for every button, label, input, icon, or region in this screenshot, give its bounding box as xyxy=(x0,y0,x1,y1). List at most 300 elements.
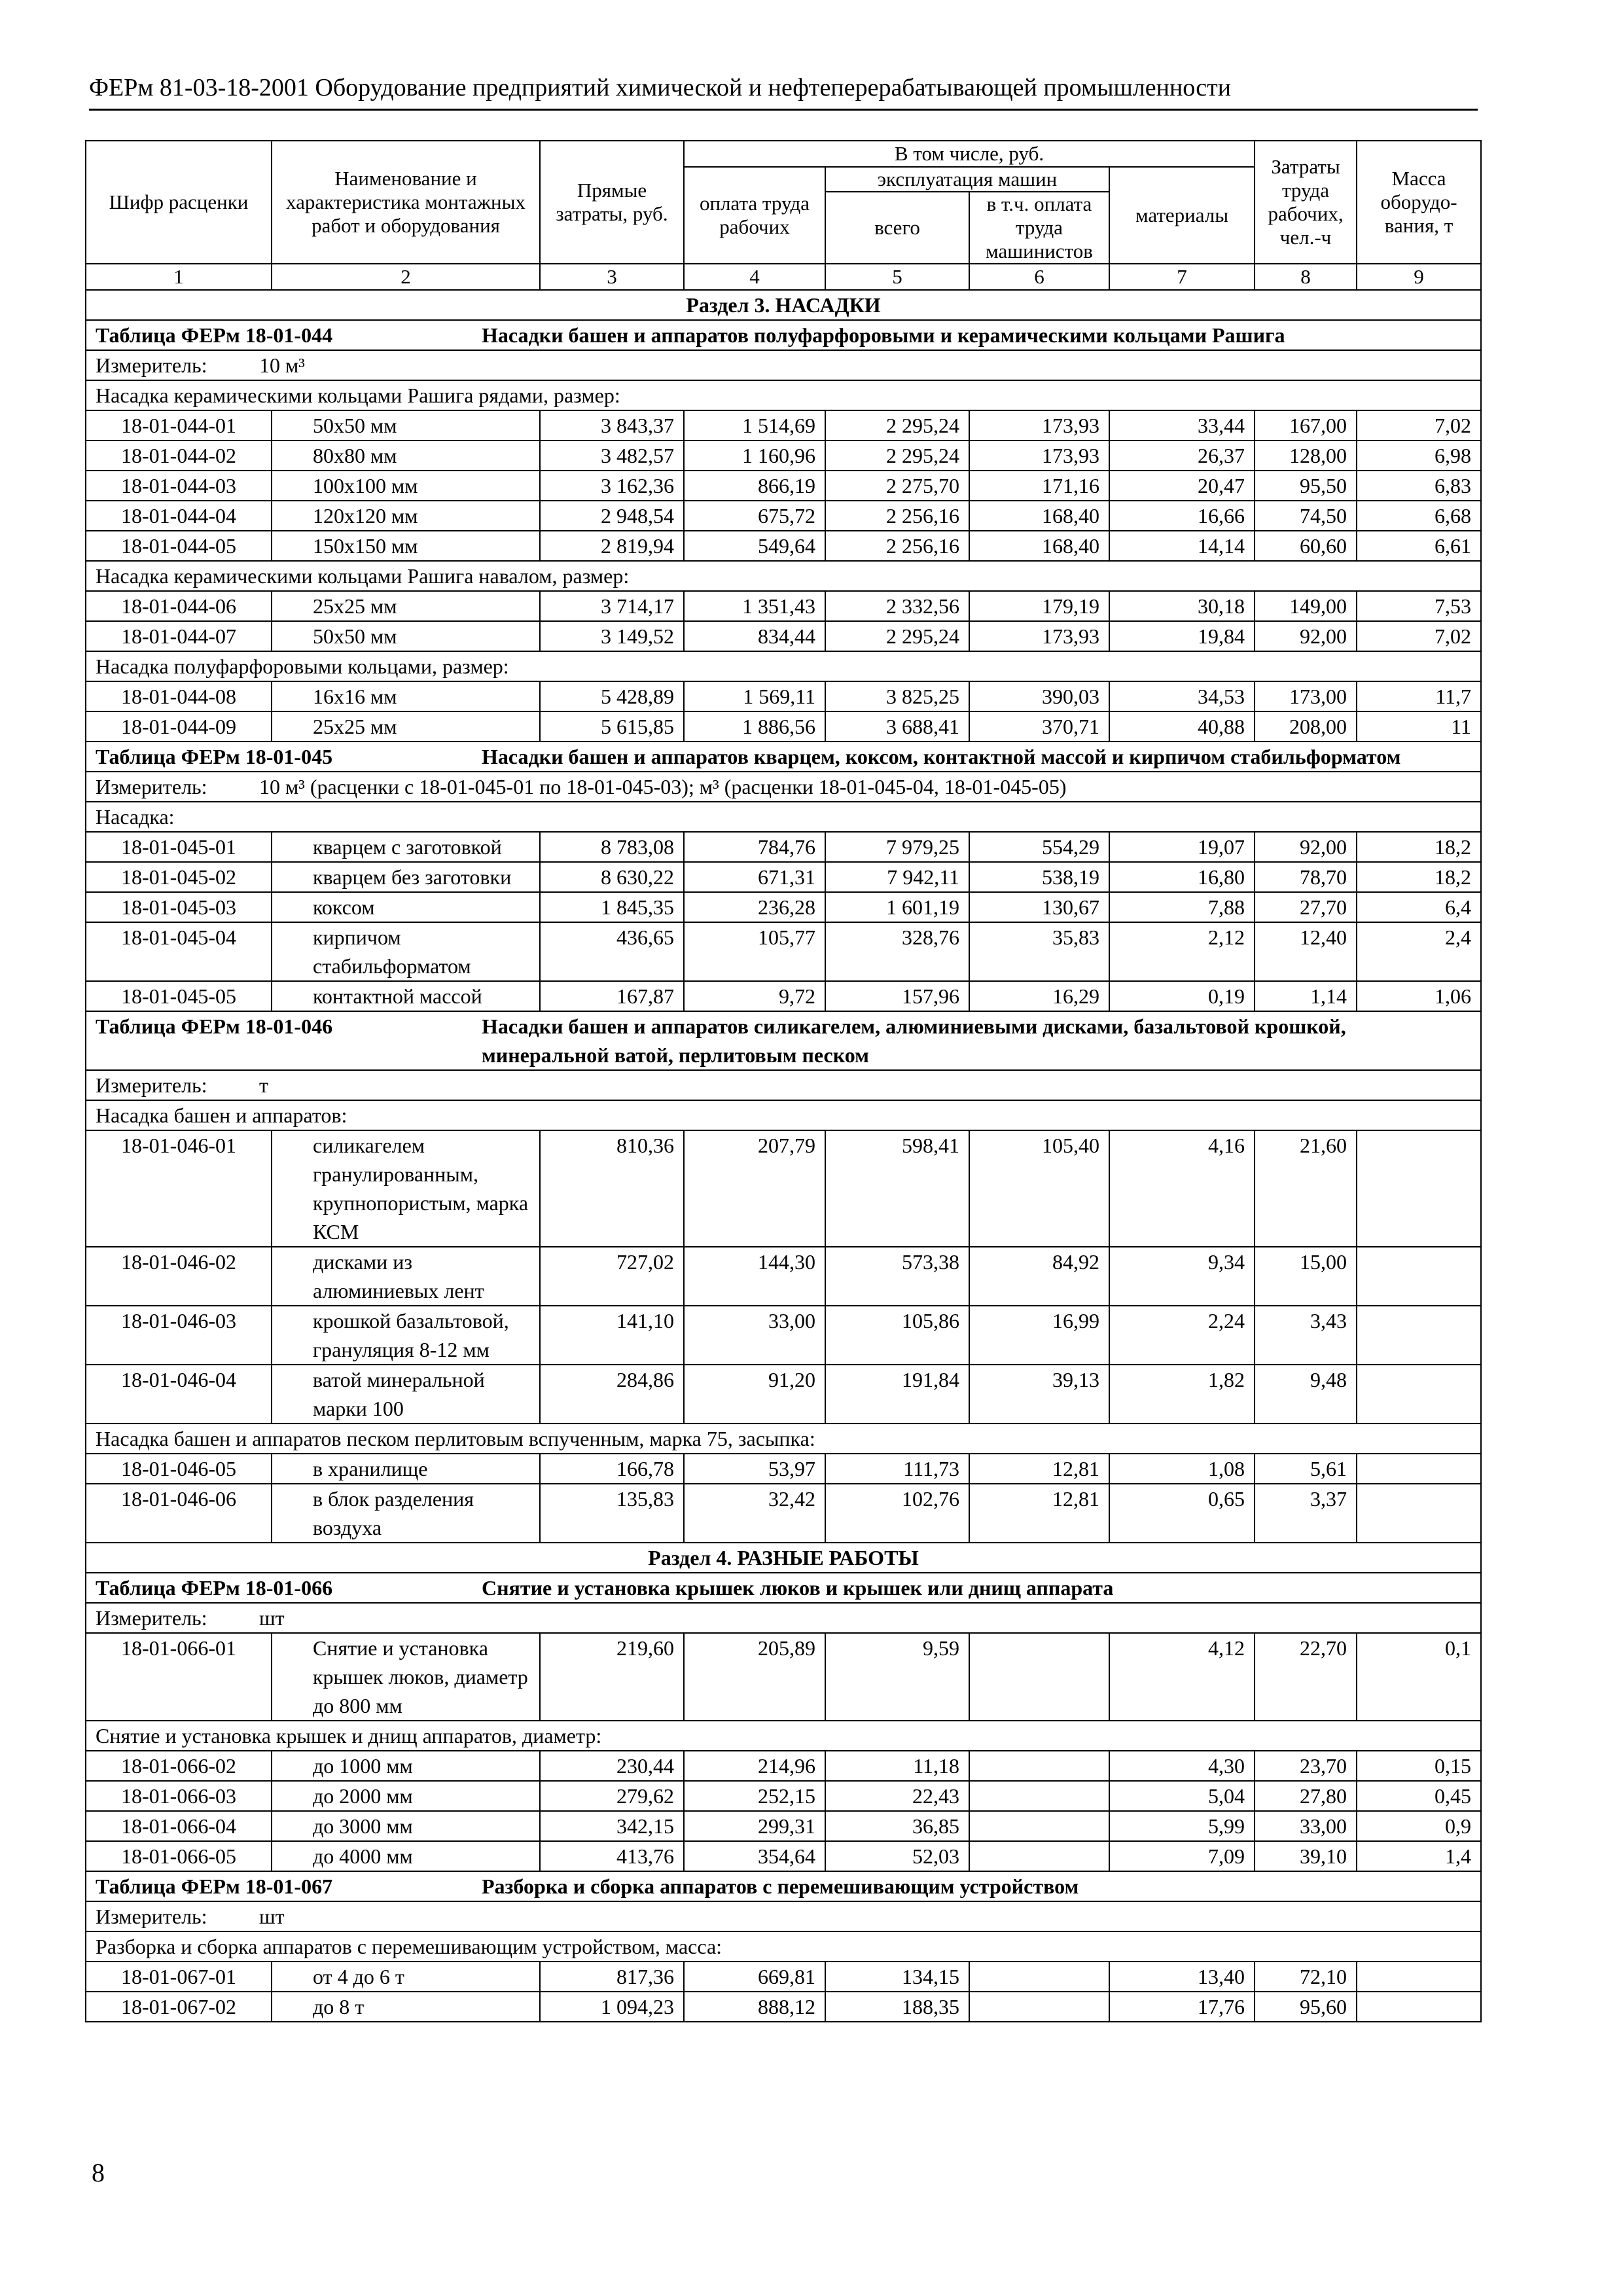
table-title: Разборка и сборка аппаратов с перемешивающим устройством xyxy=(482,1874,1079,1898)
table-title-cell xyxy=(86,1573,1481,1603)
labor-cost: 236,28 xyxy=(684,892,825,922)
work-name: дисками из алюминиевых лент xyxy=(272,1247,540,1306)
table-row xyxy=(86,1130,1481,1247)
labor-hours: 167,00 xyxy=(1255,410,1357,440)
labor-hours: 5,61 xyxy=(1255,1454,1357,1484)
machines-labor: 390,03 xyxy=(969,681,1109,711)
measure-cell xyxy=(86,772,1481,802)
group-label: Насадка полуфарфоровыми кольцами, размер: xyxy=(86,651,1481,681)
table-row xyxy=(86,1962,1481,1992)
machines-total: 7 979,25 xyxy=(825,832,969,862)
machines-total: 2 256,16 xyxy=(825,531,969,561)
direct-cost: 3 843,37 xyxy=(540,410,684,440)
labor-hours: 74,50 xyxy=(1255,501,1357,531)
machines-total: 2 256,16 xyxy=(825,501,969,531)
materials-cost: 19,84 xyxy=(1109,621,1255,651)
table-row xyxy=(86,711,1481,742)
direct-cost: 727,02 xyxy=(540,1247,684,1306)
section-title-row xyxy=(86,290,1481,320)
direct-cost: 413,76 xyxy=(540,1841,684,1871)
direct-cost: 230,44 xyxy=(540,1751,684,1781)
labor-hours: 12,40 xyxy=(1255,922,1357,981)
materials-cost: 34,53 xyxy=(1109,681,1255,711)
rate-code: 18-01-044-03 xyxy=(86,471,272,501)
labor-cost: 299,31 xyxy=(684,1811,825,1841)
materials-cost: 17,76 xyxy=(1109,1992,1255,2022)
table-row xyxy=(86,1841,1481,1871)
machines-labor xyxy=(969,1633,1109,1721)
equipment-mass: 1,06 xyxy=(1357,981,1481,1011)
table-row xyxy=(86,832,1481,862)
col-number: 8 xyxy=(1255,264,1357,290)
group-row xyxy=(86,1100,1481,1130)
materials-cost: 2,12 xyxy=(1109,922,1255,981)
labor-cost: 207,79 xyxy=(684,1130,825,1247)
equipment-mass: 0,45 xyxy=(1357,1781,1481,1811)
machines-labor: 168,40 xyxy=(969,531,1109,561)
group-label: Насадка керамическими кольцами Рашига навалом, размер: xyxy=(86,561,1481,591)
group-label: Снятие и установка крышек и днищ аппаратов, диаметр: xyxy=(86,1721,1481,1751)
group-label: Разборка и сборка аппаратов с перемешивающим устройством, масса: xyxy=(86,1931,1481,1962)
machines-labor xyxy=(969,1962,1109,1992)
equipment-mass: 7,53 xyxy=(1357,591,1481,621)
measure-unit: 10 м³ xyxy=(259,353,305,377)
labor-hours: 1,14 xyxy=(1255,981,1357,1011)
equipment-mass: 11,7 xyxy=(1357,681,1481,711)
table-row xyxy=(86,1454,1481,1484)
measure-cell xyxy=(86,1901,1481,1931)
rate-code: 18-01-045-01 xyxy=(86,832,272,862)
section-title: Раздел 3. НАСАДКИ xyxy=(86,290,1481,320)
rate-code: 18-01-066-02 xyxy=(86,1751,272,1781)
rate-code: 18-01-044-05 xyxy=(86,531,272,561)
labor-cost: 1 160,96 xyxy=(684,440,825,471)
group-label: Насадка башен и аппаратов песком перлитовым вспученным, марка 75, засыпка: xyxy=(86,1424,1481,1454)
equipment-mass: 7,02 xyxy=(1357,410,1481,440)
machines-total: 191,84 xyxy=(825,1365,969,1424)
machines-total: 36,85 xyxy=(825,1811,969,1841)
table-code: Таблица ФЕРм 18-01-067 xyxy=(96,1874,333,1898)
table-title-cell xyxy=(86,320,1481,350)
rate-code: 18-01-066-04 xyxy=(86,1811,272,1841)
machines-total: 3 688,41 xyxy=(825,711,969,742)
labor-hours: 95,60 xyxy=(1255,1992,1357,2022)
machines-total: 2 275,70 xyxy=(825,471,969,501)
machines-labor: 12,81 xyxy=(969,1454,1109,1484)
table-row xyxy=(86,1365,1481,1424)
rate-code: 18-01-046-02 xyxy=(86,1247,272,1306)
equipment-mass: 1,4 xyxy=(1357,1841,1481,1871)
table-title-cell xyxy=(86,1871,1481,1901)
machines-total: 111,73 xyxy=(825,1454,969,1484)
labor-cost: 33,00 xyxy=(684,1306,825,1365)
labor-hours: 39,10 xyxy=(1255,1841,1357,1871)
equipment-mass: 11 xyxy=(1357,711,1481,742)
col-number: 6 xyxy=(969,264,1109,290)
page-header: ФЕРм 81-03-18-2001 Оборудование предприятий химической и нефтеперерабатывающей промышленности xyxy=(89,74,1232,101)
rate-code: 18-01-067-02 xyxy=(86,1992,272,2022)
rate-code: 18-01-046-03 xyxy=(86,1306,272,1365)
table-row xyxy=(86,410,1481,440)
work-name: до 1000 мм xyxy=(272,1751,540,1781)
work-name: в блок разделения воздуха xyxy=(272,1484,540,1543)
table-title: Насадки башен и аппаратов полуфарфоровыми и керамическими кольцами Рашига xyxy=(482,323,1285,347)
machines-labor: 538,19 xyxy=(969,862,1109,892)
direct-cost: 8 783,08 xyxy=(540,832,684,862)
col-machines-labor-header: в т.ч. оплата труда машинистов xyxy=(969,192,1109,264)
labor-hours: 3,43 xyxy=(1255,1306,1357,1365)
labor-cost: 144,30 xyxy=(684,1247,825,1306)
col-materials-header: материалы xyxy=(1109,167,1255,264)
work-name: от 4 до 6 т xyxy=(272,1962,540,1992)
col-incl-header: В том числе, руб. xyxy=(684,141,1255,167)
direct-cost: 810,36 xyxy=(540,1130,684,1247)
work-name: Снятие и установка крышек люков, диаметр до 800 мм xyxy=(272,1633,540,1721)
table-title-row xyxy=(86,1011,1481,1070)
table-row xyxy=(86,981,1481,1011)
machines-total: 134,15 xyxy=(825,1962,969,1992)
labor-hours: 78,70 xyxy=(1255,862,1357,892)
direct-cost: 167,87 xyxy=(540,981,684,1011)
equipment-mass xyxy=(1357,1130,1481,1247)
group-row xyxy=(86,561,1481,591)
table-title: Снятие и установка крышек люков и крышек или днищ аппарата xyxy=(482,1576,1114,1600)
group-row xyxy=(86,802,1481,832)
equipment-mass xyxy=(1357,1454,1481,1484)
machines-total: 105,86 xyxy=(825,1306,969,1365)
work-name: 25x25 мм xyxy=(272,711,540,742)
equipment-mass: 6,68 xyxy=(1357,501,1481,531)
measure-row xyxy=(86,1603,1481,1633)
col-machines-total-header: всего xyxy=(825,192,969,264)
table-code: Таблица ФЕРм 18-01-044 xyxy=(96,323,333,347)
table-row xyxy=(86,922,1481,981)
materials-cost: 30,18 xyxy=(1109,591,1255,621)
table-title-row xyxy=(86,742,1481,772)
direct-cost: 141,10 xyxy=(540,1306,684,1365)
direct-cost: 2 948,54 xyxy=(540,501,684,531)
equipment-mass xyxy=(1357,1962,1481,1992)
rate-code: 18-01-046-01 xyxy=(86,1130,272,1247)
col-direct-header: Прямые затраты, руб. xyxy=(540,141,684,264)
rate-code: 18-01-046-06 xyxy=(86,1484,272,1543)
col-number: 2 xyxy=(272,264,540,290)
rate-code: 18-01-044-07 xyxy=(86,621,272,651)
measure-row xyxy=(86,772,1481,802)
measure-unit: шт xyxy=(259,1606,285,1630)
direct-cost: 8 630,22 xyxy=(540,862,684,892)
machines-labor xyxy=(969,1751,1109,1781)
col-number: 1 xyxy=(86,264,272,290)
labor-cost: 669,81 xyxy=(684,1962,825,1992)
measure-row xyxy=(86,1901,1481,1931)
machines-labor: 16,29 xyxy=(969,981,1109,1011)
labor-hours: 27,80 xyxy=(1255,1781,1357,1811)
table-row xyxy=(86,531,1481,561)
measure-unit: т xyxy=(259,1073,268,1097)
labor-hours: 92,00 xyxy=(1255,621,1357,651)
labor-cost: 105,77 xyxy=(684,922,825,981)
measure-cell xyxy=(86,350,1481,380)
group-row xyxy=(86,1721,1481,1751)
labor-cost: 834,44 xyxy=(684,621,825,651)
materials-cost: 4,30 xyxy=(1109,1751,1255,1781)
direct-cost: 2 819,94 xyxy=(540,531,684,561)
work-name: 25x25 мм xyxy=(272,591,540,621)
table-row xyxy=(86,501,1481,531)
labor-hours: 208,00 xyxy=(1255,711,1357,742)
materials-cost: 4,12 xyxy=(1109,1633,1255,1721)
equipment-mass xyxy=(1357,1306,1481,1365)
labor-cost: 9,72 xyxy=(684,981,825,1011)
equipment-mass: 0,1 xyxy=(1357,1633,1481,1721)
measure-unit: 10 м³ (расценки с 18-01-045-01 по 18-01-045-03); м³ (расценки 18-01-045-04, 18-01-045-05) xyxy=(259,775,1067,798)
direct-cost: 219,60 xyxy=(540,1633,684,1721)
labor-hours: 128,00 xyxy=(1255,440,1357,471)
direct-cost: 166,78 xyxy=(540,1454,684,1484)
machines-labor: 173,93 xyxy=(969,440,1109,471)
equipment-mass: 7,02 xyxy=(1357,621,1481,651)
work-name: до 2000 мм xyxy=(272,1781,540,1811)
materials-cost: 5,99 xyxy=(1109,1811,1255,1841)
labor-cost: 1 569,11 xyxy=(684,681,825,711)
rate-code: 18-01-044-01 xyxy=(86,410,272,440)
labor-cost: 214,96 xyxy=(684,1751,825,1781)
materials-cost: 16,80 xyxy=(1109,862,1255,892)
col-number: 9 xyxy=(1357,264,1481,290)
machines-total: 328,76 xyxy=(825,922,969,981)
direct-cost: 5 615,85 xyxy=(540,711,684,742)
equipment-mass: 0,9 xyxy=(1357,1811,1481,1841)
rate-code: 18-01-044-08 xyxy=(86,681,272,711)
table-row xyxy=(86,1992,1481,2022)
group-row xyxy=(86,1424,1481,1454)
table-row xyxy=(86,1633,1481,1721)
machines-labor: 105,40 xyxy=(969,1130,1109,1247)
machines-total: 2 295,24 xyxy=(825,440,969,471)
machines-total: 102,76 xyxy=(825,1484,969,1543)
materials-cost: 26,37 xyxy=(1109,440,1255,471)
equipment-mass: 6,4 xyxy=(1357,892,1481,922)
table-row xyxy=(86,1484,1481,1543)
measure-label: Измеритель: xyxy=(96,1073,207,1097)
labor-cost: 354,64 xyxy=(684,1841,825,1871)
measure-cell xyxy=(86,1603,1481,1633)
measure-unit: шт xyxy=(259,1905,285,1928)
materials-cost: 14,14 xyxy=(1109,531,1255,561)
direct-cost: 279,62 xyxy=(540,1781,684,1811)
rate-code: 18-01-045-04 xyxy=(86,922,272,981)
machines-labor: 179,19 xyxy=(969,591,1109,621)
labor-cost: 53,97 xyxy=(684,1454,825,1484)
work-name: 50x50 мм xyxy=(272,410,540,440)
labor-cost: 1 886,56 xyxy=(684,711,825,742)
table-code: Таблица ФЕРм 18-01-045 xyxy=(96,745,333,768)
equipment-mass: 2,4 xyxy=(1357,922,1481,981)
work-name: 150x150 мм xyxy=(272,531,540,561)
col-labor-header: оплата труда рабочих xyxy=(684,167,825,264)
materials-cost: 0,19 xyxy=(1109,981,1255,1011)
col-hours-header: Затраты труда рабочих, чел.-ч xyxy=(1255,141,1357,264)
rate-code: 18-01-066-01 xyxy=(86,1633,272,1721)
table-title: Насадки башен и аппаратов кварцем, коксом, контактной массой и кирпичом стабильформатом xyxy=(482,745,1401,768)
machines-total: 22,43 xyxy=(825,1781,969,1811)
rates-table xyxy=(85,140,1482,2022)
rate-code: 18-01-045-02 xyxy=(86,862,272,892)
labor-hours: 23,70 xyxy=(1255,1751,1357,1781)
table-row xyxy=(86,440,1481,471)
materials-cost: 4,16 xyxy=(1109,1130,1255,1247)
machines-total: 2 295,24 xyxy=(825,621,969,651)
work-name: до 3000 мм xyxy=(272,1811,540,1841)
materials-cost: 5,04 xyxy=(1109,1781,1255,1811)
work-name: ватой минеральной марки 100 xyxy=(272,1365,540,1424)
header-rule xyxy=(89,109,1478,111)
machines-total: 2 332,56 xyxy=(825,591,969,621)
materials-cost: 16,66 xyxy=(1109,501,1255,531)
table-title-row xyxy=(86,320,1481,350)
measure-row xyxy=(86,1070,1481,1100)
labor-hours: 3,37 xyxy=(1255,1484,1357,1543)
machines-total: 11,18 xyxy=(825,1751,969,1781)
materials-cost: 7,88 xyxy=(1109,892,1255,922)
rate-code: 18-01-044-04 xyxy=(86,501,272,531)
machines-labor: 554,29 xyxy=(969,832,1109,862)
labor-cost: 205,89 xyxy=(684,1633,825,1721)
labor-cost: 252,15 xyxy=(684,1781,825,1811)
materials-cost: 1,82 xyxy=(1109,1365,1255,1424)
labor-hours: 22,70 xyxy=(1255,1633,1357,1721)
machines-total: 3 825,25 xyxy=(825,681,969,711)
labor-cost: 91,20 xyxy=(684,1365,825,1424)
work-name: кварцем с заготовкой xyxy=(272,832,540,862)
col-number: 4 xyxy=(684,264,825,290)
equipment-mass: 18,2 xyxy=(1357,832,1481,862)
materials-cost: 2,24 xyxy=(1109,1306,1255,1365)
rate-code: 18-01-045-03 xyxy=(86,892,272,922)
measure-cell xyxy=(86,1070,1481,1100)
equipment-mass xyxy=(1357,1484,1481,1543)
equipment-mass: 18,2 xyxy=(1357,862,1481,892)
machines-labor: 16,99 xyxy=(969,1306,1109,1365)
work-name: 120x120 мм xyxy=(272,501,540,531)
machines-labor: 12,81 xyxy=(969,1484,1109,1543)
machines-total: 598,41 xyxy=(825,1130,969,1247)
rate-code: 18-01-046-05 xyxy=(86,1454,272,1484)
work-name: 50x50 мм xyxy=(272,621,540,651)
labor-hours: 33,00 xyxy=(1255,1811,1357,1841)
direct-cost: 342,15 xyxy=(540,1811,684,1841)
table-row xyxy=(86,621,1481,651)
labor-hours: 21,60 xyxy=(1255,1130,1357,1247)
labor-cost: 32,42 xyxy=(684,1484,825,1543)
materials-cost: 19,07 xyxy=(1109,832,1255,862)
machines-labor: 171,16 xyxy=(969,471,1109,501)
labor-cost: 675,72 xyxy=(684,501,825,531)
group-row xyxy=(86,1931,1481,1962)
col-name-header: Наименование и характеристика монтажных работ и оборудования xyxy=(272,141,540,264)
labor-hours: 15,00 xyxy=(1255,1247,1357,1306)
measure-label: Измеритель: xyxy=(96,775,207,798)
section-title: Раздел 4. РАЗНЫЕ РАБОТЫ xyxy=(86,1543,1481,1573)
group-label: Насадка башен и аппаратов: xyxy=(86,1100,1481,1130)
work-name: 16x16 мм xyxy=(272,681,540,711)
machines-labor xyxy=(969,1811,1109,1841)
direct-cost: 5 428,89 xyxy=(540,681,684,711)
machines-total: 1 601,19 xyxy=(825,892,969,922)
machines-labor xyxy=(969,1841,1109,1871)
table-row xyxy=(86,862,1481,892)
page-number: 8 xyxy=(92,2158,105,2187)
machines-total: 188,35 xyxy=(825,1992,969,2022)
machines-labor: 370,71 xyxy=(969,711,1109,742)
table-code: Таблица ФЕРм 18-01-046 xyxy=(96,1014,333,1038)
work-name: в хранилище xyxy=(272,1454,540,1484)
direct-cost: 1 845,35 xyxy=(540,892,684,922)
equipment-mass: 6,83 xyxy=(1357,471,1481,501)
labor-hours: 92,00 xyxy=(1255,832,1357,862)
machines-labor xyxy=(969,1781,1109,1811)
labor-hours: 60,60 xyxy=(1255,531,1357,561)
equipment-mass xyxy=(1357,1247,1481,1306)
work-name: до 8 т xyxy=(272,1992,540,2022)
direct-cost: 284,86 xyxy=(540,1365,684,1424)
machines-labor xyxy=(969,1992,1109,2022)
rate-code: 18-01-044-09 xyxy=(86,711,272,742)
labor-cost: 784,76 xyxy=(684,832,825,862)
equipment-mass xyxy=(1357,1992,1481,2022)
work-name: кирпичом стабильформатом xyxy=(272,922,540,981)
labor-hours: 95,50 xyxy=(1255,471,1357,501)
table-title-cell xyxy=(86,742,1481,772)
table-title-cell xyxy=(86,1011,1481,1070)
direct-cost: 3 149,52 xyxy=(540,621,684,651)
rate-code: 18-01-045-05 xyxy=(86,981,272,1011)
machines-total: 7 942,11 xyxy=(825,862,969,892)
labor-hours: 173,00 xyxy=(1255,681,1357,711)
direct-cost: 3 162,36 xyxy=(540,471,684,501)
rate-code: 18-01-046-04 xyxy=(86,1365,272,1424)
measure-label: Измеритель: xyxy=(96,1905,207,1928)
section-title-row xyxy=(86,1543,1481,1573)
direct-cost: 135,83 xyxy=(540,1484,684,1543)
machines-labor: 39,13 xyxy=(969,1365,1109,1424)
materials-cost: 20,47 xyxy=(1109,471,1255,501)
labor-hours: 72,10 xyxy=(1255,1962,1357,1992)
col-code-header: Шифр расценки xyxy=(86,141,272,264)
work-name: кварцем без заготовки xyxy=(272,862,540,892)
machines-total: 9,59 xyxy=(825,1633,969,1721)
group-row xyxy=(86,380,1481,410)
table-row xyxy=(86,892,1481,922)
labor-hours: 9,48 xyxy=(1255,1365,1357,1424)
rate-code: 18-01-066-05 xyxy=(86,1841,272,1871)
materials-cost: 0,65 xyxy=(1109,1484,1255,1543)
table-body xyxy=(86,290,1481,2022)
table-code: Таблица ФЕРм 18-01-066 xyxy=(96,1576,333,1600)
table-row xyxy=(86,681,1481,711)
direct-cost: 817,36 xyxy=(540,1962,684,1992)
labor-cost: 549,64 xyxy=(684,531,825,561)
machines-total: 52,03 xyxy=(825,1841,969,1871)
labor-cost: 888,12 xyxy=(684,1992,825,2022)
machines-labor: 173,93 xyxy=(969,621,1109,651)
table-header xyxy=(86,141,1481,290)
table-row xyxy=(86,1247,1481,1306)
table-title: Насадки башен и аппаратов силикагелем, алюминиевыми дисками, базальтовой крошкой, минеральной ватой, перлитовым песком xyxy=(482,1014,1346,1067)
table-row xyxy=(86,1306,1481,1365)
machines-total: 2 295,24 xyxy=(825,410,969,440)
